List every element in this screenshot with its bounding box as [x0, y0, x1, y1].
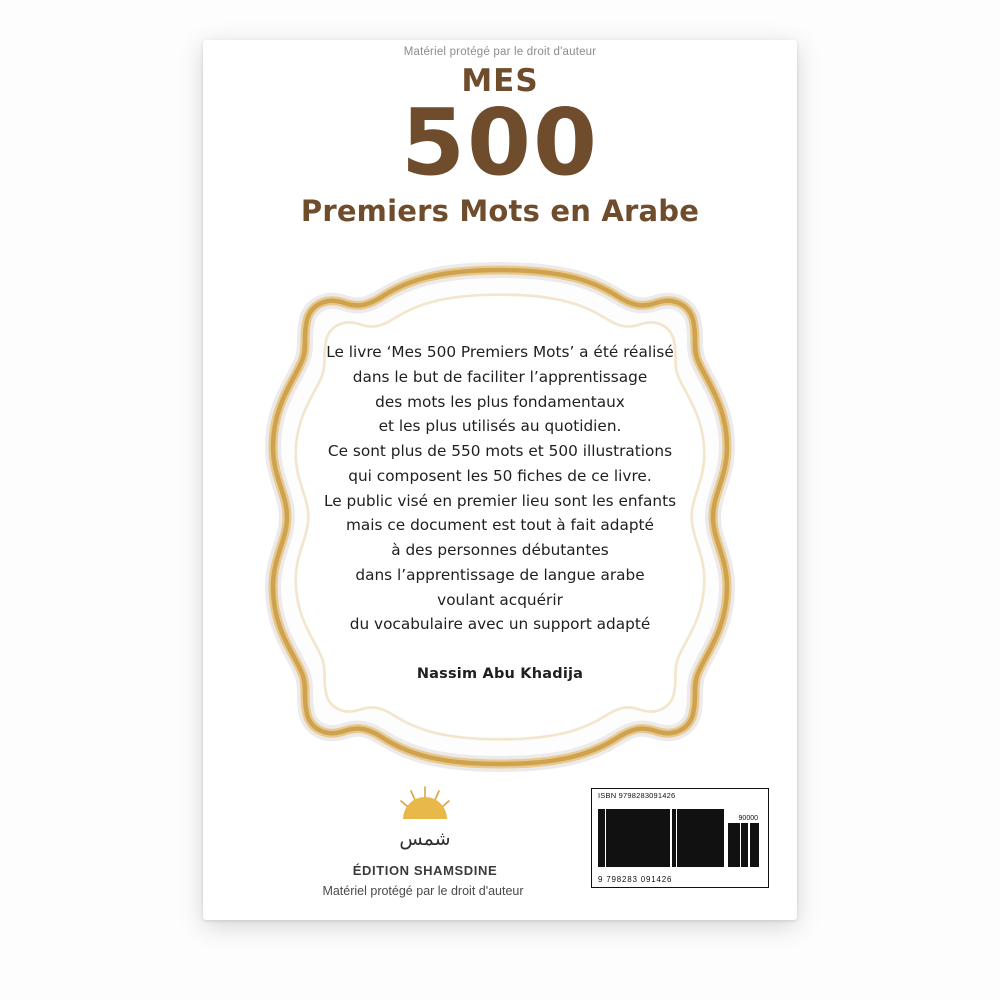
blurb-line: Ce sont plus de 550 mots et 500 illustrations	[327, 442, 673, 461]
title-number: 500	[400, 89, 600, 196]
title-overline: MES	[461, 63, 539, 99]
cover-title-block	[203, 63, 797, 229]
author-name: Nassim Abu Khadija	[416, 666, 584, 683]
svg-text:شمس: شمس	[399, 828, 451, 850]
blurb-line: Le livre ʻMes 500 Premiers Mots’ a été réalisé	[326, 343, 674, 361]
publisher-block	[315, 785, 535, 878]
blurb-line: qui composent les 50 fiches de ce livre.	[348, 466, 652, 485]
publisher-name: ÉDITION SHAMSDINE	[352, 863, 498, 878]
book-back-cover	[203, 40, 797, 920]
blurb-line: dans le but de faciliter l’apprentissage	[352, 367, 648, 386]
isbn-label: ISBN 9798283091426	[598, 791, 676, 800]
barcode-addon-bars	[726, 823, 760, 867]
title-subtitle: Premiers Mots en Arabe	[300, 194, 700, 229]
blurb-line: à des personnes débutantes	[391, 541, 609, 560]
blurb-line: mais ce document est tout à fait adapté	[346, 516, 654, 535]
blurb-line: voulant acquérir	[437, 590, 563, 609]
blurb-line: Le public visé en premier lieu sont les enfants	[323, 491, 677, 510]
back-cover-blurb	[285, 340, 715, 687]
barcode-bars	[598, 809, 724, 867]
blurb-line: du vocabulaire avec un support adapté	[349, 615, 651, 634]
copyright-notice-top: Matériel protégé par le droit d'auteur	[403, 46, 597, 58]
blurb-line: des mots les plus fondamentaux	[375, 392, 625, 411]
barcode-digits: 9 798283 091426	[598, 875, 673, 884]
shamsdine-logo-icon	[377, 785, 473, 859]
blurb-line: dans l’apprentissage de langue arabe	[355, 565, 645, 584]
isbn-barcode	[591, 788, 769, 888]
copyright-notice-bottom: Matériel protégé par le droit d'auteur	[322, 884, 524, 898]
blurb-line: et les plus utilisés au quotidien.	[378, 417, 622, 436]
barcode-addon-value: 90000	[738, 815, 758, 822]
